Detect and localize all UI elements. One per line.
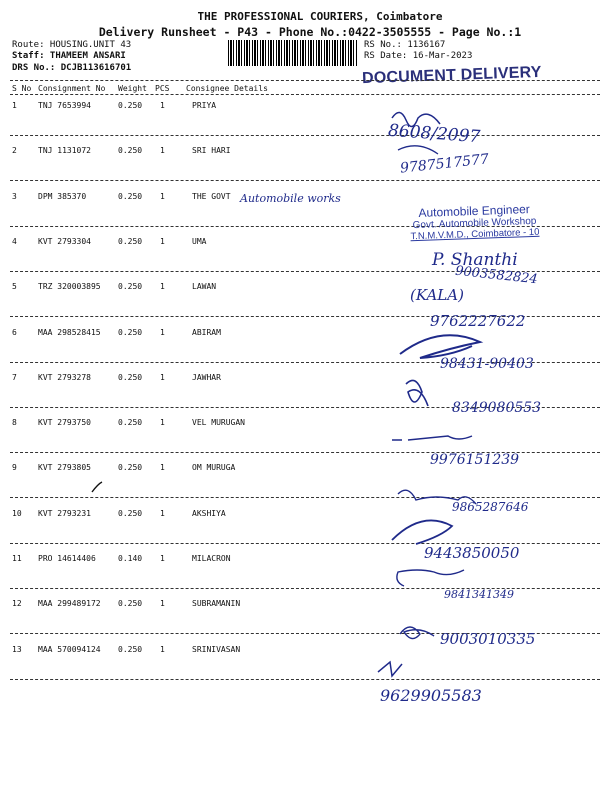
rs-date: RS Date: 16-Mar-2023 [364, 51, 473, 61]
document-delivery-stamp: DOCUMENT DELIVERY [361, 63, 542, 88]
row-consignee: PRIYA [192, 101, 217, 110]
row-consignment-no: KVT 2793805 [38, 463, 91, 472]
row-pcs: 1 [160, 282, 165, 291]
row-consignment-no: TNJ 7653994 [38, 101, 91, 110]
row-consignee: ABIRAM [192, 328, 221, 337]
row-consignment-no: MAA 570094124 [38, 645, 101, 654]
row-weight: 0.250 [118, 192, 143, 201]
row-consignment-no: DPM 385370 [38, 192, 87, 201]
row-consignee: LAWAN [192, 282, 217, 291]
handwritten-phone: 9787517577 [399, 151, 490, 177]
col-pcs: PCS [155, 84, 170, 93]
row-consignee: VEL MURUGAN [192, 418, 245, 427]
pen-mark [92, 482, 102, 492]
handwritten-phone: 8349080553 [452, 400, 542, 416]
row-weight: 0.250 [118, 101, 143, 110]
row-consignment-no: PRO 14614406 [38, 554, 96, 563]
row-weight: 0.140 [118, 554, 143, 563]
row-consignment-no: MAA 298528415 [38, 328, 101, 337]
row-weight: 0.250 [118, 146, 143, 155]
row-consignee: OM MURUGA [192, 463, 236, 472]
handwritten-name: P. Shanthi [432, 250, 518, 270]
row-consignee: AKSHIYA [192, 509, 226, 518]
row-sno: 13 [12, 645, 22, 654]
row-sno: 12 [12, 599, 22, 608]
handwritten-phone: 9003010335 [440, 630, 536, 648]
row-pcs: 1 [160, 373, 165, 382]
official-seal: Automobile Engineer Govt. Automobile Workshop T.N.M.V.M.D., Coimbatore - 10 [410, 202, 540, 243]
signature [378, 662, 402, 676]
row-pcs: 1 [160, 554, 165, 563]
row-sno: 3 [12, 192, 17, 201]
row-pcs: 1 [160, 146, 165, 155]
row-pcs: 1 [160, 101, 165, 110]
handwritten-note: Automobile works [240, 192, 341, 205]
barcode [228, 40, 358, 66]
row-weight: 0.250 [118, 237, 143, 246]
row-consignment-no: KVT 2793278 [38, 373, 91, 382]
row-consignee: SRINIVASAN [192, 645, 241, 654]
row-divider [10, 679, 600, 680]
staff-field: Staff: THAMEEM ANSARI [12, 51, 126, 61]
row-consignment-no: MAA 299489172 [38, 599, 101, 608]
row-pcs: 1 [160, 192, 165, 201]
handwritten-phone: 9629905583 [380, 686, 482, 705]
row-sno: 2 [12, 146, 17, 155]
handwritten-phone: 9841341349 [444, 588, 514, 601]
row-sno: 11 [12, 554, 22, 563]
route-field: Route: HOUSING.UNIT 43 [12, 40, 132, 50]
row-consignment-no: KVT 2793231 [38, 509, 91, 518]
handwritten-phone: 8608/2097 [387, 120, 481, 148]
row-weight: 0.250 [118, 328, 143, 337]
row-pcs: 1 [160, 418, 165, 427]
divider [10, 80, 600, 81]
row-consignment-no: TNJ 1131072 [38, 146, 91, 155]
row-divider [10, 135, 600, 136]
handwritten-phone: 9762227622 [430, 312, 526, 330]
row-consignee: UMA [192, 237, 207, 246]
row-pcs: 1 [160, 645, 165, 654]
handwritten-phone: 9443850050 [424, 544, 520, 562]
row-divider [10, 497, 600, 498]
col-consignee: Consignee Details [186, 84, 268, 93]
row-weight: 0.250 [118, 599, 143, 608]
row-weight: 0.250 [118, 509, 143, 518]
row-pcs: 1 [160, 237, 165, 246]
handwritten-name: (KALA) [410, 286, 464, 304]
row-sno: 1 [12, 101, 17, 110]
divider [10, 94, 600, 95]
row-pcs: 1 [160, 328, 165, 337]
row-consignee: SUBRAMANIN [192, 599, 241, 608]
signature [398, 146, 438, 154]
row-sno: 8 [12, 418, 17, 427]
signature [397, 570, 464, 586]
row-consignee: THE GOVT [192, 192, 231, 201]
row-consignment-no: KVT 2793750 [38, 418, 91, 427]
row-sno: 6 [12, 328, 17, 337]
handwritten-phone: 9865287646 [452, 500, 529, 514]
row-sno: 10 [12, 509, 22, 518]
row-sno: 5 [12, 282, 17, 291]
row-consignee: MILACRON [192, 554, 231, 563]
row-pcs: 1 [160, 509, 165, 518]
signature [392, 520, 452, 544]
handwritten-phone: 9003582824 [454, 263, 539, 288]
rs-number: RS No.: 1136167 [364, 40, 446, 50]
row-pcs: 1 [160, 599, 165, 608]
signature [406, 380, 428, 406]
row-weight: 0.250 [118, 282, 143, 291]
col-consignment: Consignment No [38, 84, 106, 93]
col-sno: S No [12, 84, 32, 93]
row-weight: 0.250 [118, 645, 143, 654]
row-weight: 0.250 [118, 373, 143, 382]
row-sno: 7 [12, 373, 17, 382]
signature [392, 436, 472, 440]
row-consignment-no: TRZ 320003895 [38, 282, 101, 291]
drs-number: DRS No.: DCJB113616701 [12, 63, 132, 73]
row-consignee: JAWHAR [192, 373, 221, 382]
row-sno: 9 [12, 463, 17, 472]
company-title: THE PROFESSIONAL COURIERS, Coimbatore [197, 10, 443, 23]
row-divider [10, 180, 600, 181]
row-weight: 0.250 [118, 463, 143, 472]
runsheet-title: Delivery Runsheet - P43 - Phone No.:0422-3505555 - Page No.:1 [98, 25, 522, 39]
row-weight: 0.250 [118, 418, 143, 427]
row-consignee: SRI HARI [192, 146, 231, 155]
row-pcs: 1 [160, 463, 165, 472]
handwritten-phone: 98431-90403 [440, 356, 534, 372]
signature [400, 335, 480, 358]
handwritten-phone: 9976151239 [430, 452, 520, 468]
row-consignment-no: KVT 2793304 [38, 237, 91, 246]
col-weight: Weight [118, 84, 147, 93]
row-sno: 4 [12, 237, 17, 246]
